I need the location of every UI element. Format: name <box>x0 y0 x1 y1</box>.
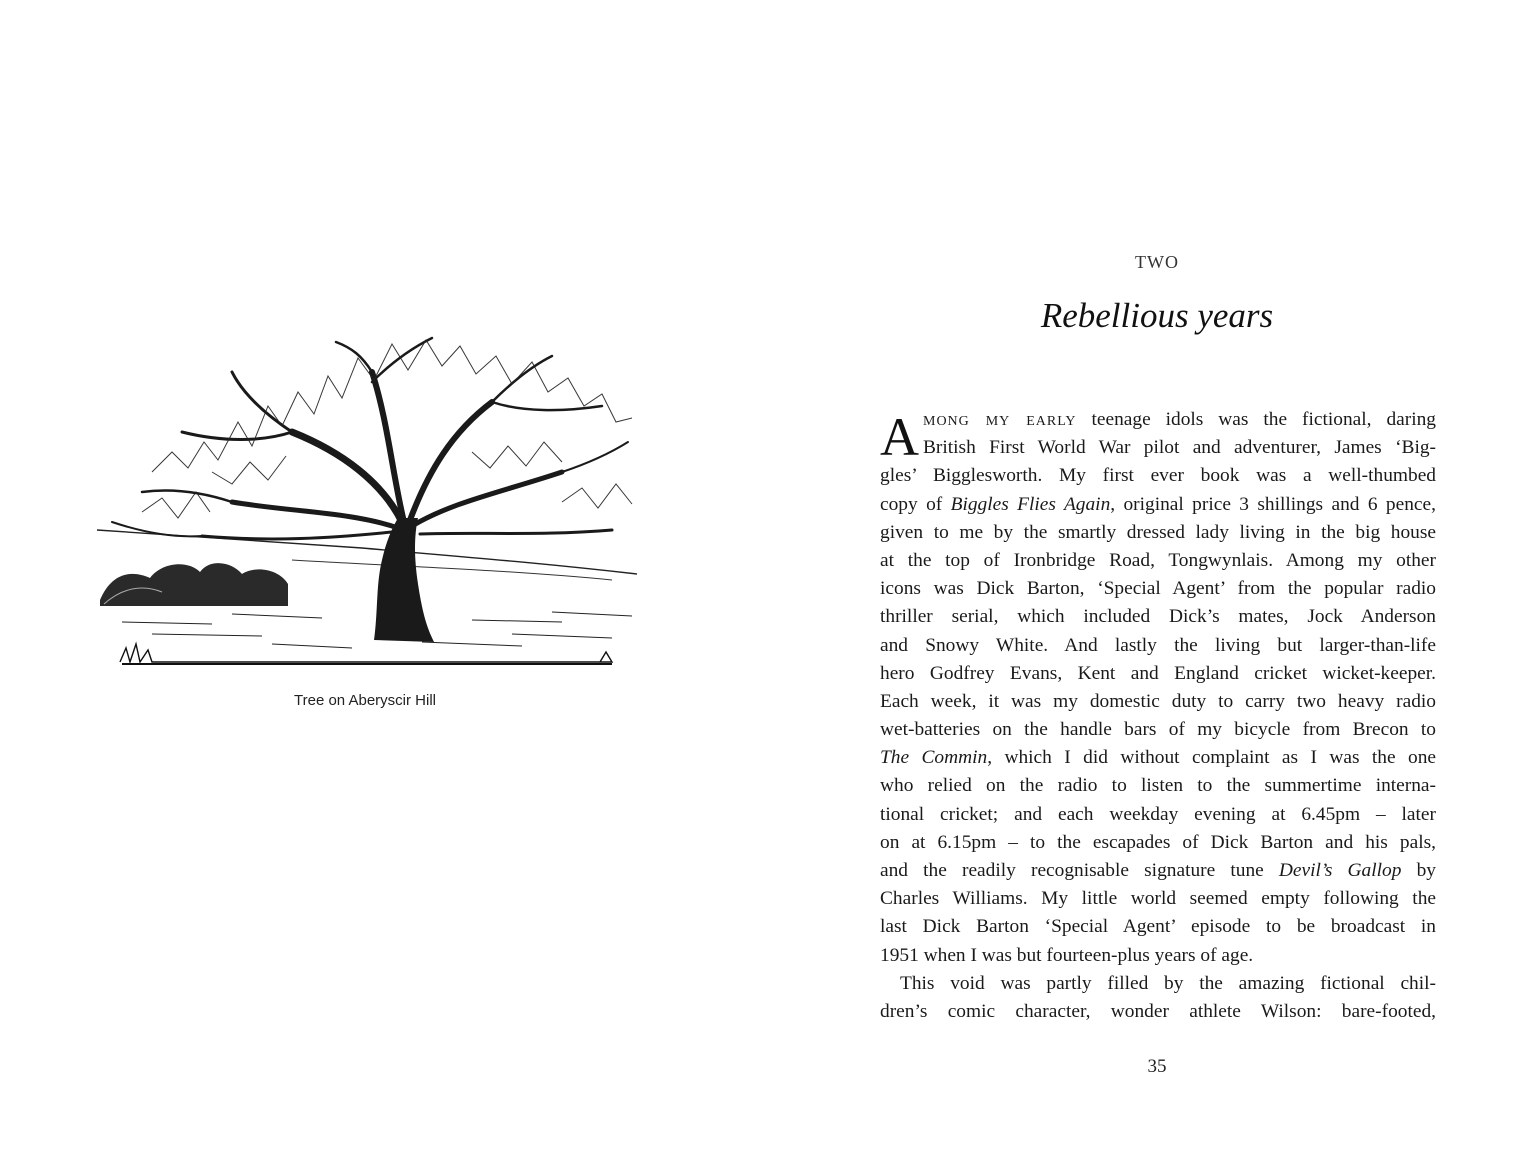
text-line: given to me by the smartly dressed lady living in the big house <box>880 521 1436 543</box>
body-text <box>880 406 1436 1026</box>
text-line: wet-batteries on the handle bars of my bicycle from Brecon to <box>880 719 1436 741</box>
text-fragment: , which I did without complaint as I was the one <box>987 747 1436 769</box>
text-line: at the top of Ironbridge Road, Tongwynlais. Among my other <box>880 549 1436 571</box>
text-line: on at 6.15pm – to the escapades of Dick Barton and his pals, <box>880 831 1436 853</box>
text-line: who relied on the radio to listen to the summertime interna- <box>880 775 1436 797</box>
page-number: 35 <box>1147 1056 1167 1077</box>
illustration-caption: Tree on Aberyscir Hill <box>294 692 436 709</box>
drop-cap: A <box>880 407 919 467</box>
text-fragment: by <box>1401 860 1436 881</box>
text-line <box>880 406 1436 434</box>
text-line: icons was Dick Barton, ‘Special Agent’ from the popular radio <box>880 578 1436 600</box>
text-fragment: copy of <box>880 493 951 515</box>
text-line: dren’s comic character, wonder athlete Wilson: bare-footed, <box>880 1000 1436 1022</box>
text-line: British First World War pilot and adventurer, James ‘Big- <box>923 437 1436 459</box>
text-line <box>880 744 1436 772</box>
text-line: gles’ Bigglesworth. My first ever book was a well-thumbed <box>880 465 1436 487</box>
text-line: This void was partly filled by the amazing fictional chil- <box>900 972 1436 994</box>
opening-small-caps: mong my early <box>923 409 1077 430</box>
text-line <box>880 491 1436 519</box>
text-line: 1951 when I was but fourteen-plus years of age. <box>880 944 1254 966</box>
text-fragment: and the readily recognisable signature tune <box>880 860 1279 881</box>
chapter-title: Rebellious years <box>1040 296 1274 335</box>
text-line: last Dick Barton ‘Special Agent’ episode to be broadcast in <box>880 916 1436 938</box>
house-name: The Commin <box>880 747 988 769</box>
right-page <box>762 0 1524 1170</box>
text-line: tional cricket; and each weekday evening at 6.45pm – later <box>880 803 1436 825</box>
tune-title: Devil’s Gallop <box>1278 860 1402 881</box>
tree-illustration <box>92 322 652 674</box>
text-fragment: , original price 3 shillings and 6 pence, <box>1110 493 1436 515</box>
chapter-number: TWO <box>1135 252 1179 272</box>
text-fragment: teenage idols was the fictional, daring <box>1076 409 1437 430</box>
text-line: Each week, it was my domestic duty to carry two heavy radio <box>880 690 1436 712</box>
text-line: thriller serial, which included Dick’s mates, Jock Anderson <box>880 606 1436 628</box>
text-line: Charles Williams. My little world seemed empty following the <box>880 888 1436 910</box>
text-line <box>880 857 1436 885</box>
opening-paragraph <box>880 406 1437 467</box>
text-line: hero Godfrey Evans, Kent and England cricket wicket-keeper. <box>880 662 1436 684</box>
book-title: Biggles Flies Again <box>950 493 1111 515</box>
text-line: and Snowy White. And lastly the living but larger-than-life <box>880 634 1436 656</box>
